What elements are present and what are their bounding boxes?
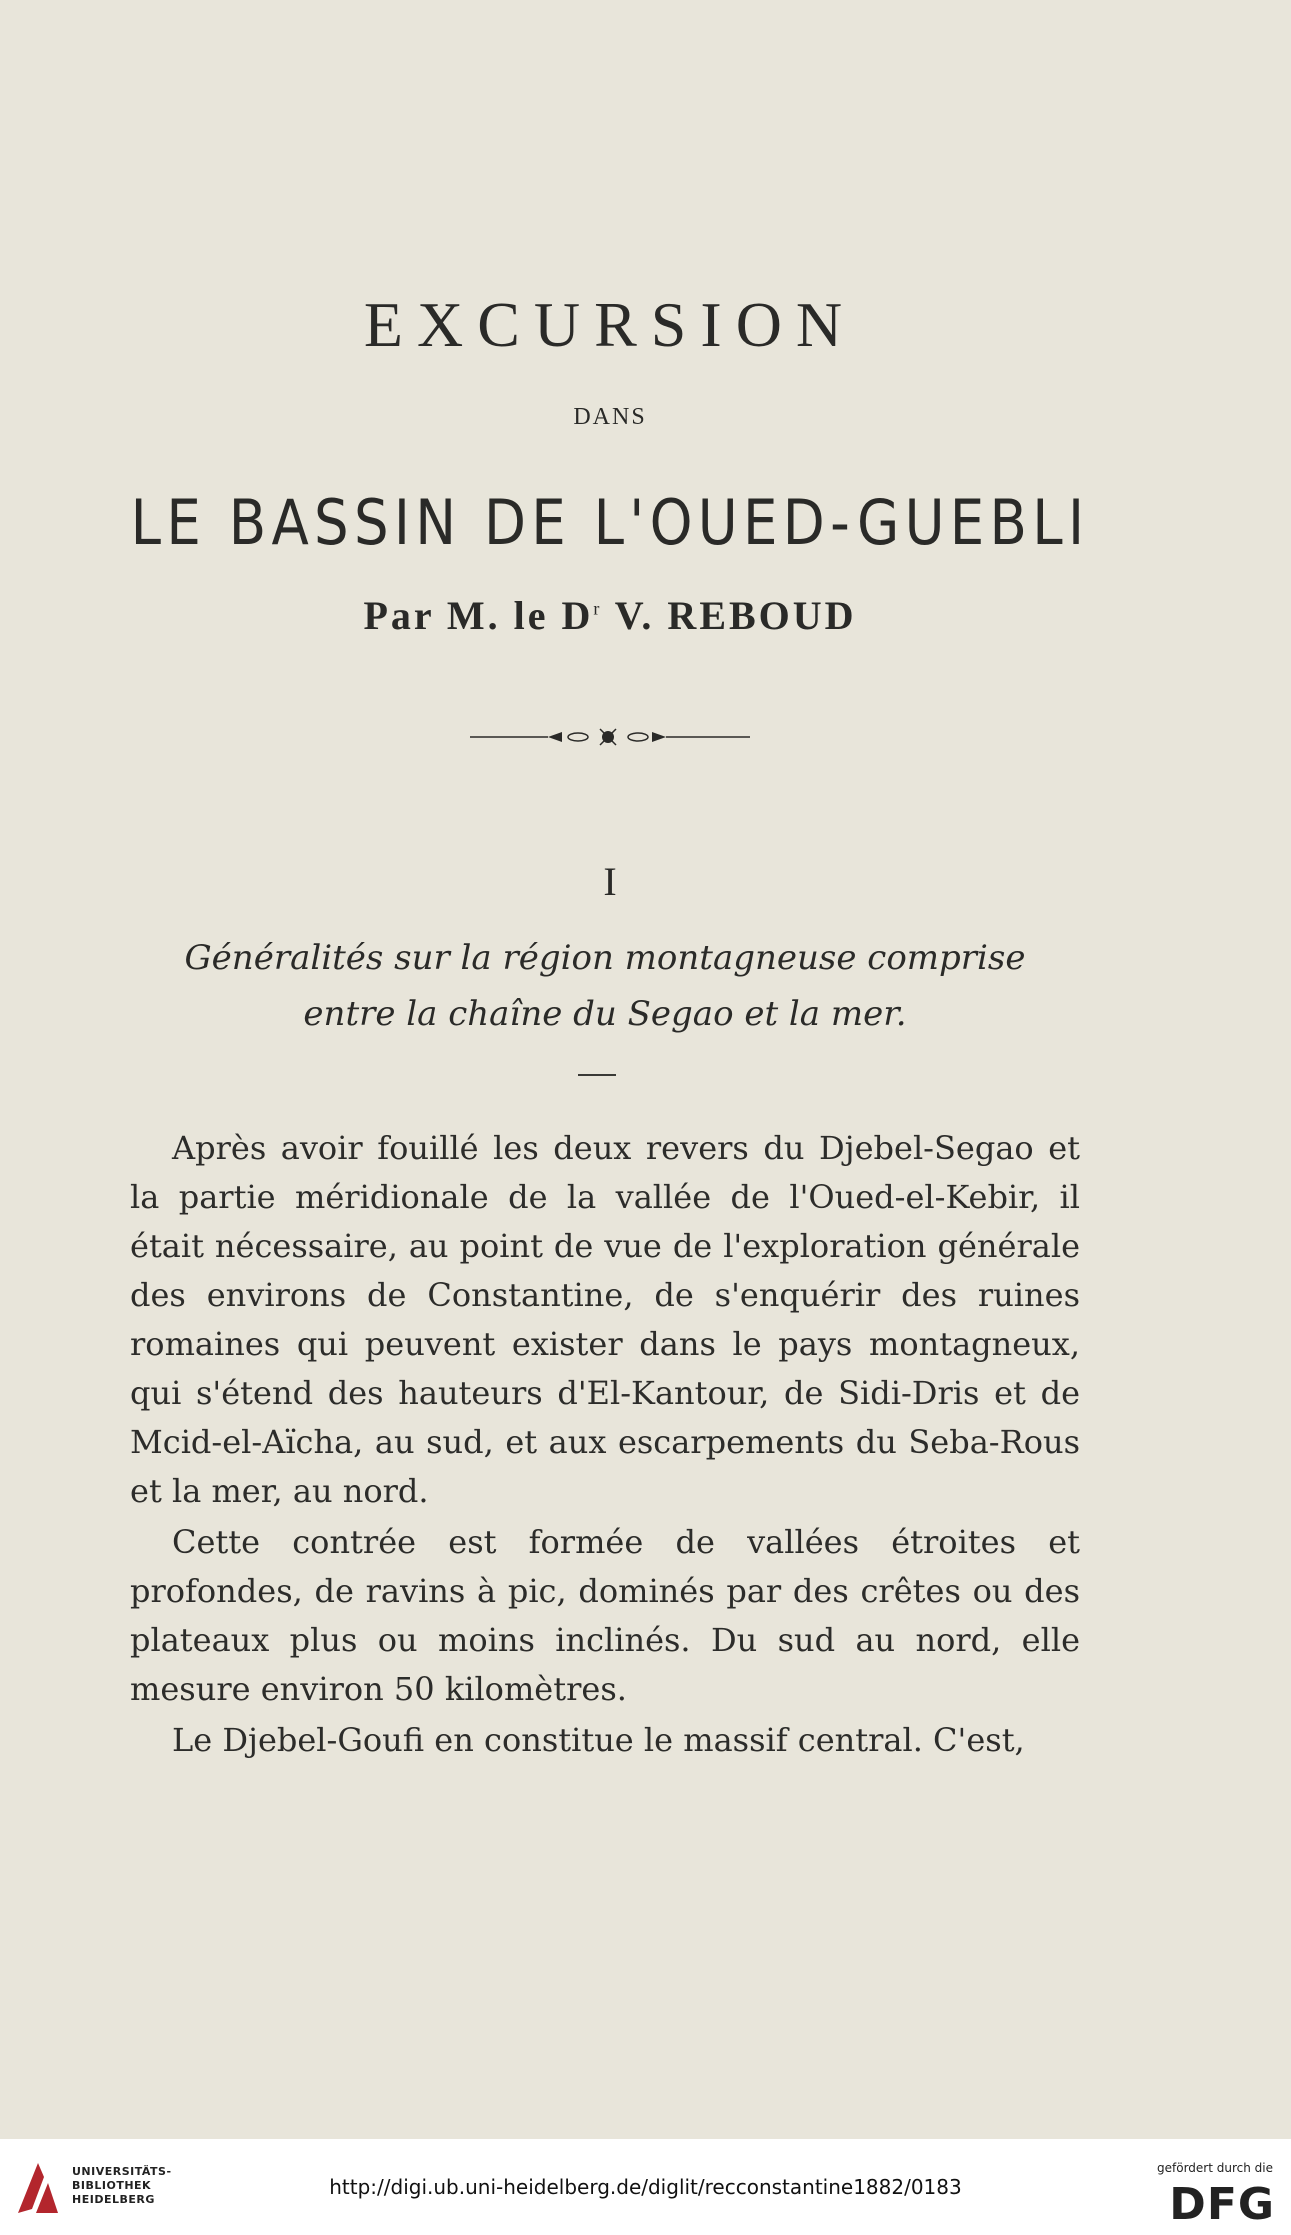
library-line: UNIVERSITÄTS- [72, 2165, 172, 2178]
document-title: EXCURSION [363, 289, 857, 360]
section-title-line: Généralités sur la région montagneuse comprise [184, 938, 1026, 978]
author-name: V. REBOUD [602, 593, 857, 638]
library-line: BIBLIOTHEK [72, 2179, 152, 2192]
author-line [0, 592, 1220, 639]
section-number: I [603, 859, 617, 904]
section-title-line: entre la chaîne du Segao et la mer. [303, 994, 907, 1034]
library-line: HEIDELBERG [72, 2193, 155, 2206]
body-text [130, 1124, 1080, 1767]
footer-bar [0, 2139, 1291, 2235]
author-sup: r [593, 598, 603, 619]
document-subtitle: LE BASSIN DE L'OUED-GUEBLI [130, 486, 1090, 559]
section-title [130, 930, 1080, 1042]
source-url-link[interactable]: http://digi.ub.uni-heidelberg.de/diglit/recconstantine1882/0183 [329, 2175, 962, 2199]
funding-label: gefördert durch die [1157, 2161, 1273, 2175]
dfg-logo: DFG [1169, 2179, 1275, 2230]
ornament-divider-icon [470, 724, 750, 750]
title-connector: DANS [573, 404, 647, 430]
author-prefix: Par M. le D [363, 593, 594, 638]
paragraph: Cette contrée est formée de vallées étroites et profondes, de ravins à pic, dominés par des crêtes ou des plateaux plus ou moins inclinés. Du sud au nord, elle mesure environ 50 kilomètres. [130, 1523, 1080, 1708]
paragraph: Le Djebel-Goufi en constitue le massif central. C'est, [172, 1721, 1025, 1759]
section-dash-divider [578, 1074, 616, 1076]
paragraph: Après avoir fouillé les deux revers du Djebel-Segao et la partie méridionale de la vallée de l'Oued-el-Kebir, il était nécessaire, au point de vue de l'exploration générale des environs de Constantine, de s'enquérir des ruines romaines qui peuvent exister dans le pays montagneux, qui s'étend des hauteurs d'El-Kantour, de Sidi-Dris et de Mcid-el-Aïcha, au sud, et aux escarpements du Seba-Rous et la mer, au nord. [130, 1129, 1080, 1510]
